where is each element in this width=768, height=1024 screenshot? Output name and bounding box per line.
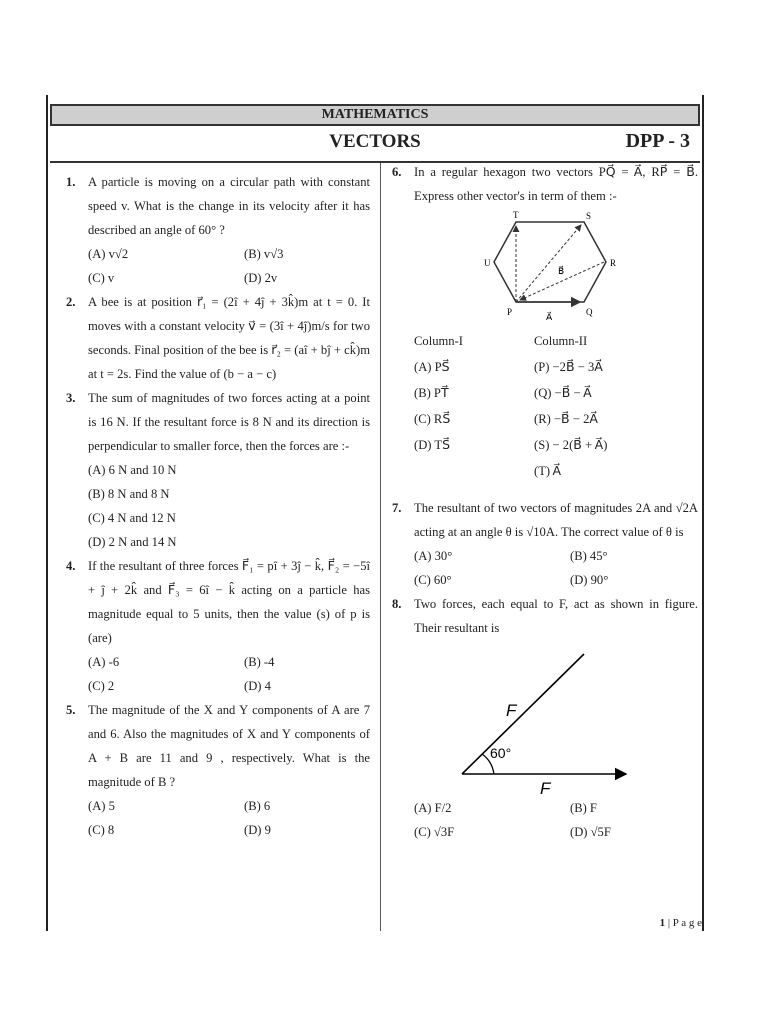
right-border [702, 95, 704, 931]
vertex-label-r: R [610, 258, 617, 268]
left-border [46, 95, 48, 931]
options-q4 [88, 650, 370, 698]
title-bar [50, 126, 700, 163]
option: (A) 6 N and 10 N [88, 463, 177, 477]
vertex-label-u: U [484, 258, 491, 268]
column-2-item: (T) A⃗ [534, 464, 562, 478]
question-6 [392, 160, 698, 208]
option: (D) 2v [244, 271, 278, 285]
option: (B) v√3 [244, 247, 284, 261]
question-text: The resultant of two vectors of magnitudes 2A and √2A acting at an angle θ is √10A. The correct value of θ is [414, 501, 698, 539]
question-text: A particle is moving on a circular path with constant speed v. What is the change in its velocity after it has described an angle of 60° ? [88, 175, 370, 237]
question-text: A bee is at position r⃗₁ = (2î + 4ĵ + 3k̂)m at t = 0. It moves with a constant velocity v⃗ = (3î + 4ĵ)m/s for two seconds. Final position of the bee is r⃗₂ = (aî + bĵ + ck̂)m at t = 2s. Find the value of (b − a − c) [88, 295, 371, 381]
option: (A) -6 [88, 655, 120, 669]
question-3 [66, 386, 370, 458]
option: (B) 45° [570, 549, 608, 563]
page-label: | P a g e [667, 917, 702, 929]
option: (A) 30° [414, 549, 453, 563]
option: (C) v [88, 271, 115, 285]
options-q7 [414, 544, 698, 592]
forces-diagram [444, 646, 644, 796]
column-match [414, 328, 698, 484]
option: (B) F [570, 801, 597, 815]
question-4 [66, 554, 370, 650]
question-number: 7. [392, 501, 402, 515]
option: (C) 8 [88, 823, 115, 837]
option: (C) 4 N and 12 N [88, 511, 176, 525]
option: (D) 90° [570, 573, 609, 587]
option: (C) 60° [414, 573, 452, 587]
question-number: 1. [66, 175, 76, 189]
option: (B) 6 [244, 799, 271, 813]
column-2-item: (Q) −B⃗ − A⃗ [534, 386, 592, 400]
column-1-item: (C) RS⃗ [414, 412, 451, 426]
options-q1 [88, 242, 370, 290]
option: (B) -4 [244, 655, 275, 669]
hexagon-diagram [458, 210, 628, 328]
question-number: 3. [66, 391, 76, 405]
dpp-label: DPP - 3 [625, 130, 690, 152]
option: (C) √3F [414, 825, 455, 839]
column-1-item: (B) PT⃗ [414, 386, 449, 400]
vector-label-a: A⃗ [546, 312, 553, 322]
options-q8 [414, 796, 698, 844]
option: (C) 2 [88, 679, 115, 693]
option: (A) v√2 [88, 247, 129, 261]
page-footer [660, 917, 702, 929]
column-1-heading: Column-I [414, 334, 463, 348]
column-1-item [414, 458, 534, 484]
vertex-label-q: Q [586, 307, 593, 317]
column-2-item: (R) −B⃗ − 2A⃗ [534, 412, 598, 426]
options-q3 [88, 458, 370, 554]
question-2 [66, 290, 370, 386]
question-text: If the resultant of three forces F⃗₁ = pî + 3ĵ − k̂, F⃗₂ = −5î + ĵ + 2k̂ and F⃗₃ = 6î − k̂ acting on a particle has magnitude equal to 5 units, then the value (s) of p is (are) [88, 559, 370, 645]
angle-label: 60° [490, 745, 512, 761]
right-column [392, 160, 698, 844]
question-8 [392, 592, 698, 640]
vertex-label-p: P [507, 307, 513, 317]
options-q5 [88, 794, 370, 842]
vector-label-b: B⃗ [558, 266, 565, 276]
column-2-item: (P) −2B⃗ − 3A⃗ [534, 360, 603, 374]
option: (D) 2 N and 14 N [88, 535, 177, 549]
option: (A) F/2 [414, 801, 452, 815]
question-1 [66, 170, 370, 242]
question-text: The magnitude of the X and Y components of A are 7 and 6. Also the magnitudes of X and Y components of A + B are 11 and 9 , respectively. What is the magnitude of B ? [88, 703, 370, 789]
left-column [66, 170, 370, 842]
hexagon-figure [458, 210, 628, 328]
force-label-upper: F [506, 701, 517, 720]
column-1-item: (A) PS⃗ [414, 360, 450, 374]
subject-bar: MATHEMATICS [50, 104, 700, 126]
option: (D) √5F [570, 825, 611, 839]
vertex-label-s: S [586, 211, 592, 221]
option: (B) 8 N and 8 N [88, 487, 170, 501]
column-2-heading: Column-II [534, 334, 588, 348]
question-number: 8. [392, 597, 402, 611]
question-number: 4. [66, 559, 76, 573]
option: (D) 4 [244, 679, 271, 693]
column-1-item: (D) TS⃗ [414, 438, 451, 452]
question-text: Two forces, each equal to F, act as shown in figure. Their resultant is [414, 597, 698, 635]
question-5 [66, 698, 370, 794]
page-number: 1 [659, 917, 666, 929]
question-text: The sum of magnitudes of two forces acting at a point is 16 N. If the resultant force is 8 N and its direction is perpendicular to smaller force, then the forces are :- [88, 391, 370, 453]
option: (A) 5 [88, 799, 115, 813]
column-divider [380, 163, 381, 931]
question-7 [392, 496, 698, 544]
column-2-item: (S) − 2(B⃗ + A⃗) [534, 438, 608, 452]
vertex-label-t: T [513, 210, 519, 220]
question-number: 2. [66, 295, 76, 309]
forces-figure [444, 646, 644, 796]
question-text: In a regular hexagon two vectors PQ⃗ = A⃗, RP⃗ = B⃗. Express other vector's in term of them :- [414, 165, 698, 203]
question-number: 6. [392, 165, 402, 179]
page-title: VECTORS [329, 131, 421, 152]
option: (D) 9 [244, 823, 271, 837]
question-number: 5. [66, 703, 76, 717]
force-label-lower: F [540, 779, 551, 796]
